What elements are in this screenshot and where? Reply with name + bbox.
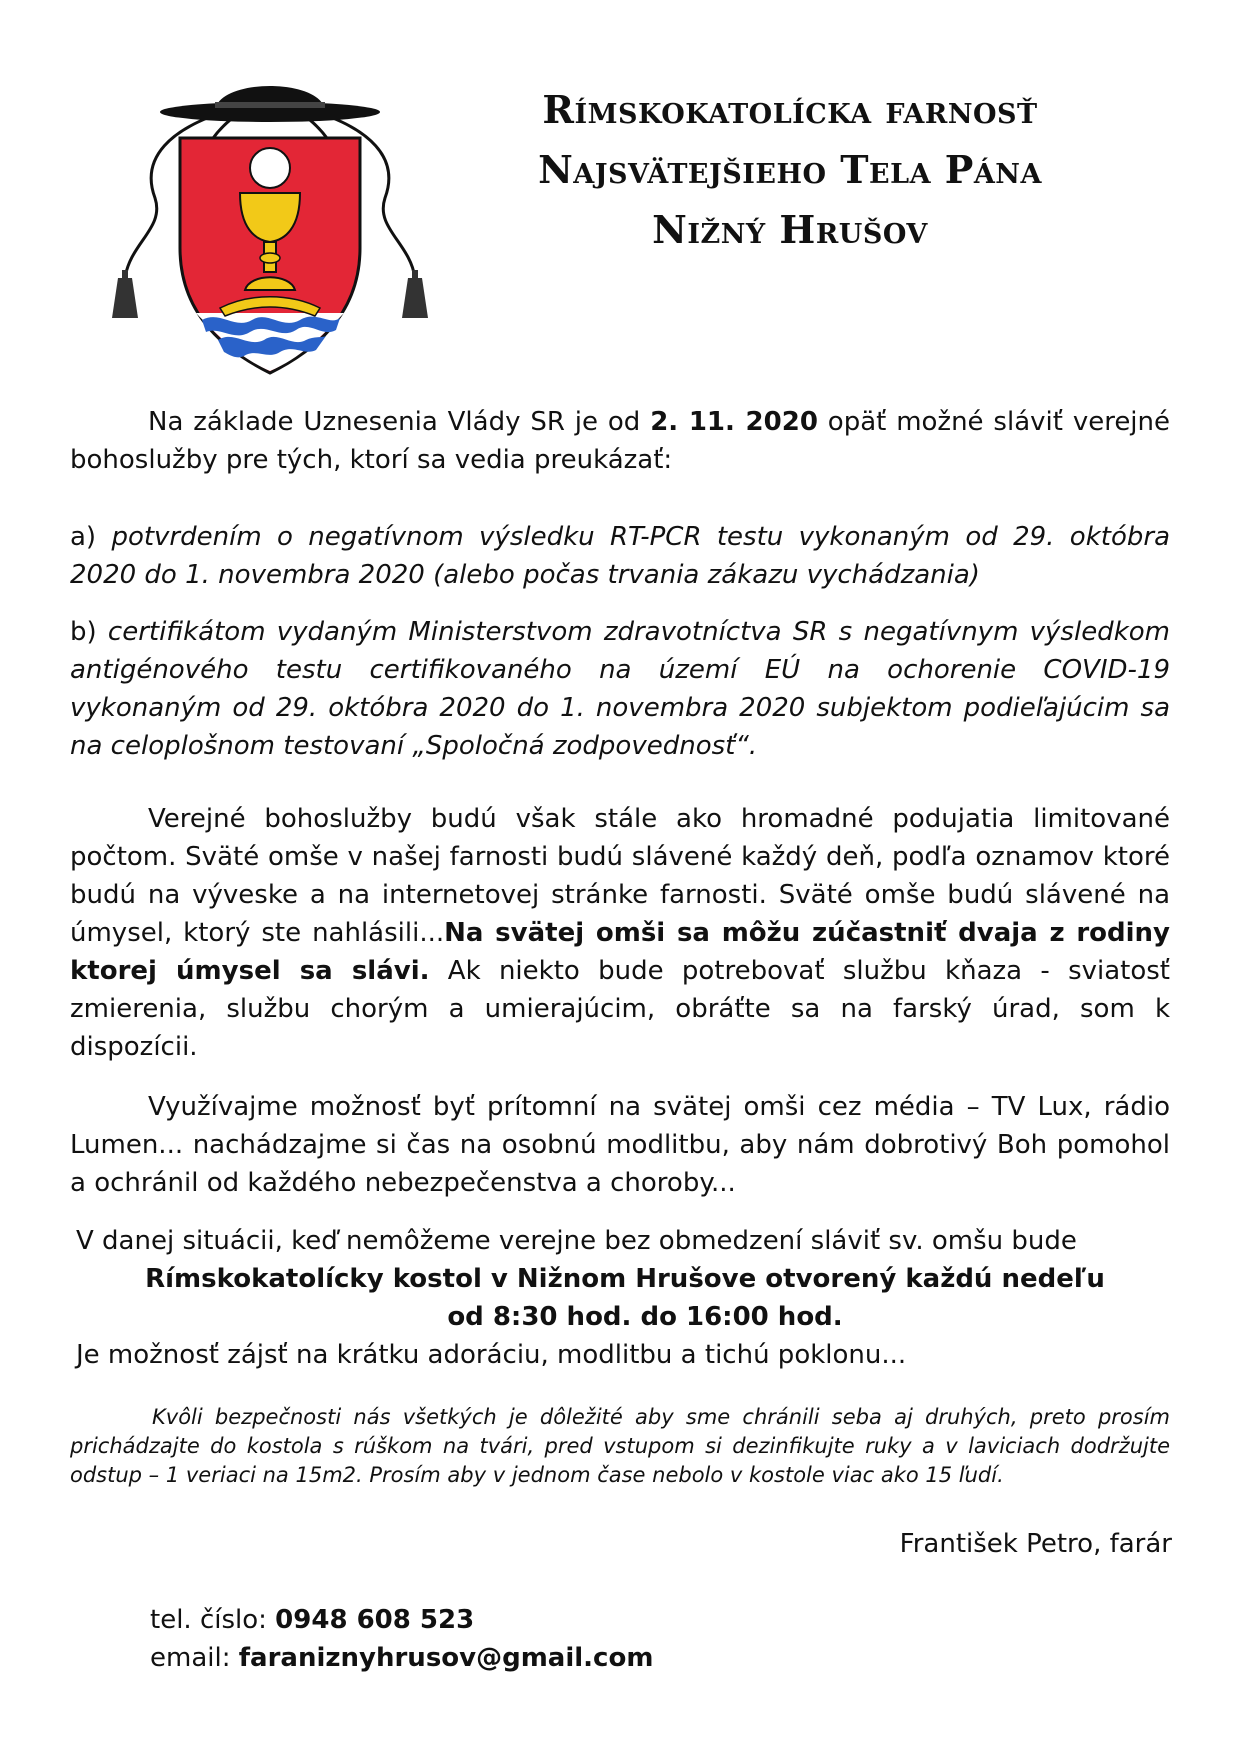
church-line-4: Je možnosť zájsť na krátku adoráciu, modlitbu a tichú poklonu... <box>76 1340 907 1370</box>
condition-a-label: a) <box>70 522 112 552</box>
parish-title <box>440 80 1140 260</box>
parish-coat-of-arms-icon <box>110 68 430 388</box>
contact-block <box>150 1601 653 1677</box>
condition-b-label: b) <box>70 617 108 647</box>
condition-a <box>70 518 1170 594</box>
condition-b <box>70 613 1170 765</box>
services-text-2: Ak niekto bude potrebovať službu kňaza - sviatosť zmierenia, službu chorým a umierajúcim, obráťte sa na farský úrad, som k dispozícii. <box>70 956 1170 1062</box>
services-text-1: Verejné bohoslužby budú však stále ako hromadné podujatia limitované počtom. Sväté omše v našej farnosti budú slávené každý deň, podľa oznamov ktoré budú na výveske a na internetovej stránke farnosti. Sväté omše budú slávené na úmysel, ktorý ste nahlásili... <box>70 804 1170 948</box>
church-line-2: Rímskokatolícky kostol v Nižnom Hrušove otvorený každú nedeľu <box>145 1264 1105 1294</box>
intro-text-1: Na základe Uznesenia Vlády SR je od <box>148 407 651 437</box>
intro-date: 2. 11. 2020 <box>650 407 818 437</box>
intro-text-2: opäť možné sláviť verejné bohoslužby pre tých, ktorí sa vedia preukázať: <box>70 407 1171 475</box>
safety-note: Kvôli bezpečnosti nás všetkých je dôležité aby sme chránili seba aj druhých, preto prosím prichádzajte do kostola s rúškom na tvári, pred vstupom si dezinfikujte ruky a v laviciach dodržujte odstup – 1 veriaci na 15m2. Prosím aby v jednom čase nebolo v kostole viac ako 15 ľudí. <box>70 1405 1170 1487</box>
services-paragraph <box>70 800 1170 1066</box>
phone-label: tel. číslo: <box>150 1605 276 1635</box>
intro-paragraph <box>70 403 1170 479</box>
media-paragraph: Využívajme možnosť byť prítomní na svätej omši cez média – TV Lux, rádio Lumen... nachádzajme si čas na osobnú modlitbu, aby nám dobrotivý Boh pomohol a ochránil od každého nebezpečenstva a choroby... <box>70 1092 1170 1198</box>
church-hours: od 8:30 hod. do 16:00 hod. <box>447 1302 843 1332</box>
church-line-1: V danej situácii, keď nemôžeme verejne bez obmedzení sláviť sv. omšu bude <box>76 1226 1077 1256</box>
phone-number: 0948 608 523 <box>275 1605 475 1635</box>
title-line-1: Rímskokatolícka farnosť <box>542 87 1038 132</box>
condition-b-text: certifikátom vydaným Ministerstvom zdravotníctva SR s negatívnym výsledkom antigénového testu certifikovaného na území EÚ na ochorenie COVID-19 vykonaným od 29. októbra 2020 do 1. novembra 2020 subjektom podieľajúcim sa na celoplošnom testovaní „Spoločná zodpovednosť“. <box>70 617 1170 761</box>
email-label: email: <box>150 1643 239 1673</box>
email-address: faraniznyhrusov@gmail.com <box>238 1643 654 1673</box>
email-row <box>150 1639 653 1677</box>
phone-row <box>150 1601 653 1639</box>
title-line-2: Najsvätejšieho Tela Pána <box>538 147 1042 192</box>
services-bold-text: Na svätej omši sa môžu zúčastniť dvaja z rodiny ktorej úmysel sa slávi. <box>70 918 1170 986</box>
title-line-3: Nižný Hrušov <box>652 207 928 252</box>
signature: František Petro, farár <box>899 1529 1172 1559</box>
condition-a-text: potvrdením o negatívnom výsledku RT-PCR testu vykonaným od 29. októbra 2020 do 1. novembra 2020 (alebo počas trvania zákazu vychádzania) <box>70 522 1170 590</box>
church-opening <box>70 1222 1180 1374</box>
